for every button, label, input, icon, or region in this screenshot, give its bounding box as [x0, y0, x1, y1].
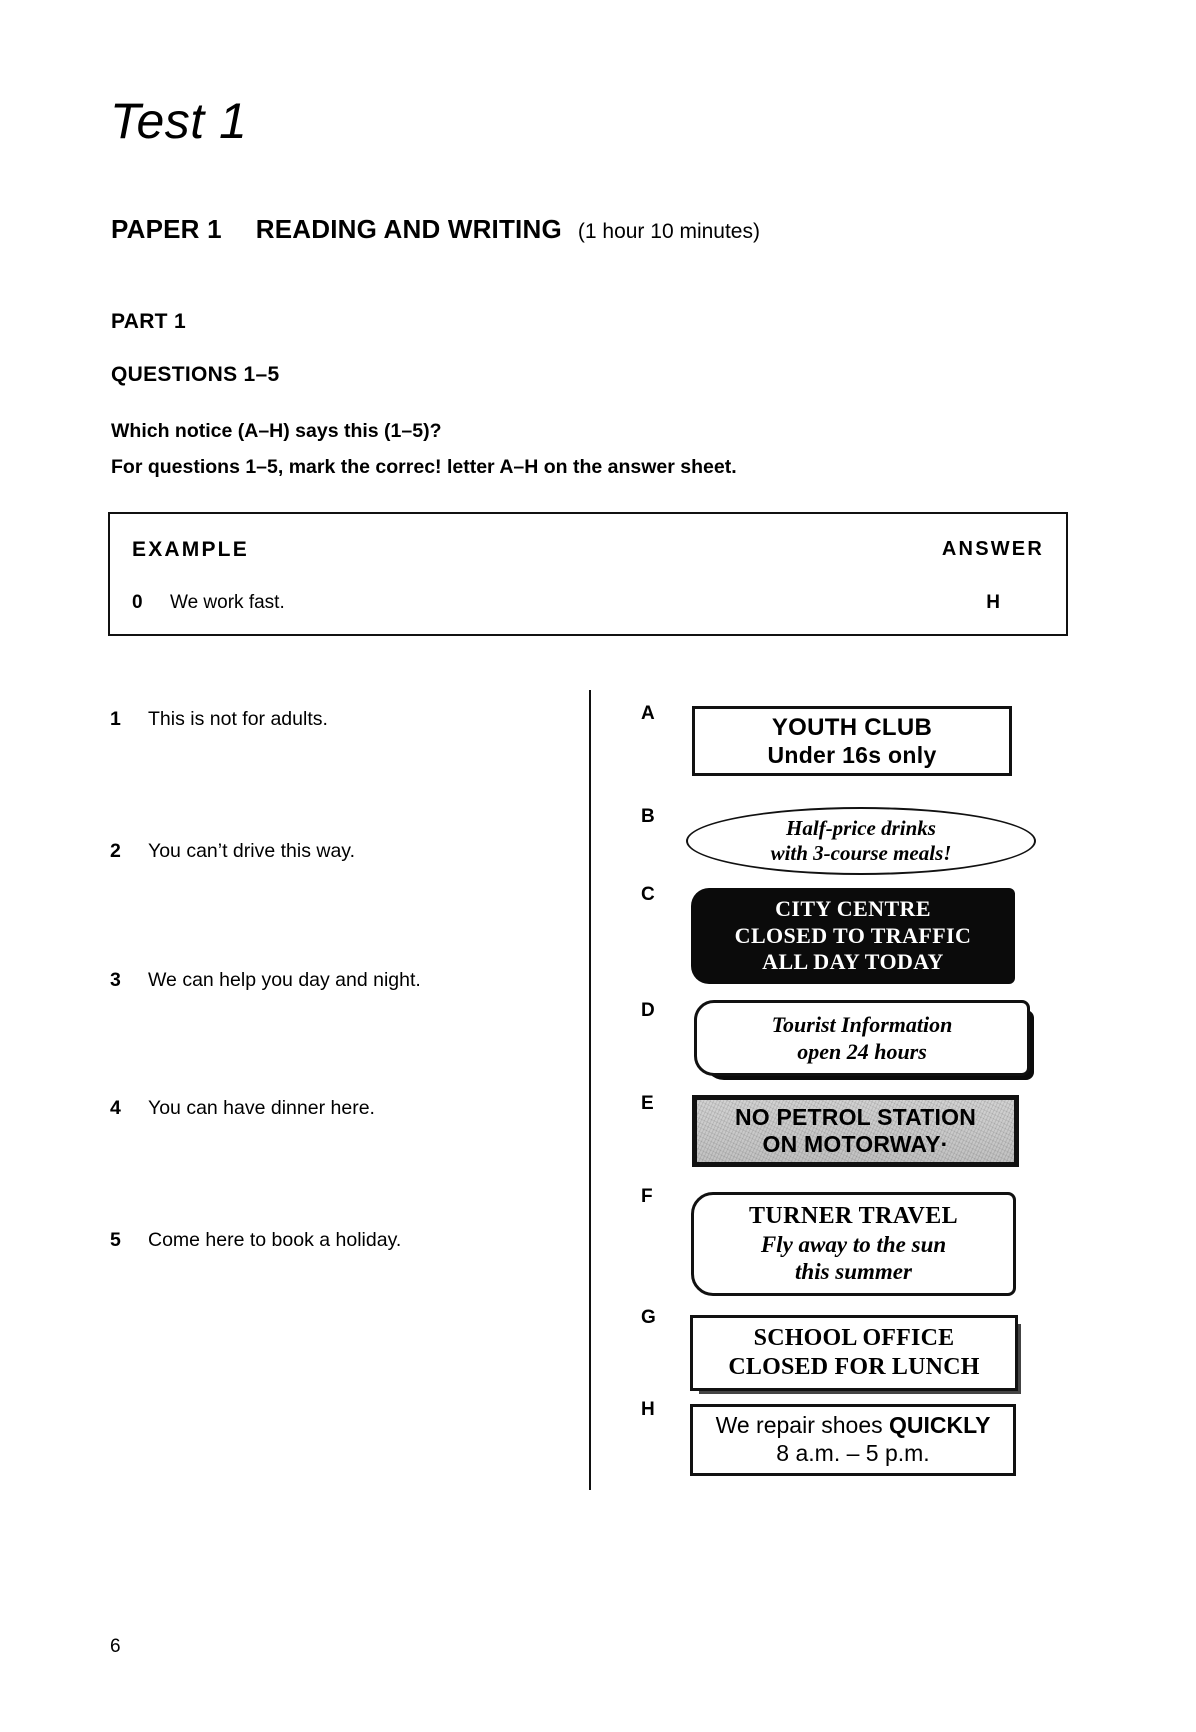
notice-f-line-2: Fly away to the sun [760, 1231, 947, 1257]
notice-a-line-2: Under 16s only [767, 741, 937, 768]
notice-f-line-1: TURNER TRAVEL [748, 1203, 959, 1229]
notice-g [690, 1315, 1018, 1391]
question-text: This is not for adults. [148, 708, 328, 730]
notice-h-line-2: 8 a.m. – 5 p.m. [776, 1440, 930, 1466]
notice-h-line-1 [716, 1412, 991, 1440]
instruction-line-2: For questions 1–5, mark the correc! letter A–H on the answer sheet. [111, 456, 737, 478]
paper-heading [111, 214, 760, 245]
question-text: You can have dinner here. [148, 1097, 375, 1119]
notice-d-wrapper [694, 1000, 1024, 1080]
example-box [108, 512, 1068, 636]
notice-c-line-3: ALL DAY TODAY [762, 949, 944, 975]
example-question-number: 0 [132, 592, 143, 613]
question-text: You can’t drive this way. [148, 840, 356, 862]
page-number: 6 [110, 1636, 121, 1657]
paper-duration: (1 hour 10 minutes) [577, 220, 760, 243]
answer-label: ANSWER [941, 538, 1044, 560]
notice-letter-e: E [641, 1093, 654, 1114]
paper-label: PAPER 1 [111, 214, 222, 244]
notice-e-line-1: NO PETROL STATION [734, 1104, 977, 1131]
question-number: 3 [110, 969, 121, 991]
notice-h [690, 1404, 1016, 1476]
notice-letter-c: C [641, 884, 655, 905]
notice-b [686, 807, 1036, 875]
notice-letter-f: F [641, 1186, 653, 1207]
questions-range-label: QUESTIONS 1–5 [111, 363, 280, 386]
notice-letter-h: H [641, 1399, 655, 1420]
notice-c [691, 888, 1015, 984]
instruction-line-1: Which notice (A–H) says this (1–5)? [111, 420, 442, 442]
column-divider [589, 690, 591, 1490]
notice-a [692, 706, 1012, 776]
notice-c-line-1: CITY CENTRE [775, 895, 931, 921]
notice-letter-a: A [641, 703, 655, 724]
notice-letter-b: B [641, 806, 655, 827]
question-number: 2 [110, 840, 121, 862]
notice-f-line-3: this summer [795, 1259, 912, 1285]
notice-a-line-1: YOUTH CLUB [771, 713, 933, 741]
notice-d-line-1: Tourist Information [771, 1011, 953, 1037]
question-number: 5 [110, 1229, 121, 1251]
notice-c-line-2: CLOSED TO TRAFFIC [734, 922, 972, 948]
question-number: 1 [110, 708, 121, 730]
example-answer-letter: H [986, 592, 1000, 613]
notice-g-line-1: SCHOOL OFFICE [753, 1325, 955, 1352]
notice-e [692, 1095, 1019, 1167]
notice-h-line-1-plain: We repair shoes [715, 1412, 890, 1439]
question-text: Come here to book a holiday. [148, 1229, 402, 1251]
notice-b-line-2: with 3-course meals! [770, 841, 952, 865]
notice-h-line-1-bold: QUICKLY [889, 1412, 991, 1439]
notice-letter-d: D [641, 1000, 655, 1021]
notice-b-line-1: Half-price drinks [786, 815, 936, 840]
part-label: PART 1 [111, 310, 186, 333]
notice-f [691, 1192, 1016, 1296]
paper-name: READING AND WRITING [255, 214, 562, 244]
page-title: Test 1 [110, 93, 248, 149]
example-label: EXAMPLE [132, 538, 249, 561]
example-question-text: We work fast. [170, 592, 285, 613]
question-number: 4 [110, 1097, 121, 1119]
question-text: We can help you day and night. [148, 969, 421, 991]
notice-letter-g: G [641, 1307, 656, 1328]
notice-g-wrapper [690, 1315, 1020, 1397]
notice-e-line-2: ON MOTORWAY· [762, 1131, 949, 1157]
notice-g-line-2: CLOSED FOR LUNCH [728, 1354, 980, 1380]
notice-d [694, 1000, 1030, 1076]
notice-d-line-2: open 24 hours [797, 1039, 927, 1064]
